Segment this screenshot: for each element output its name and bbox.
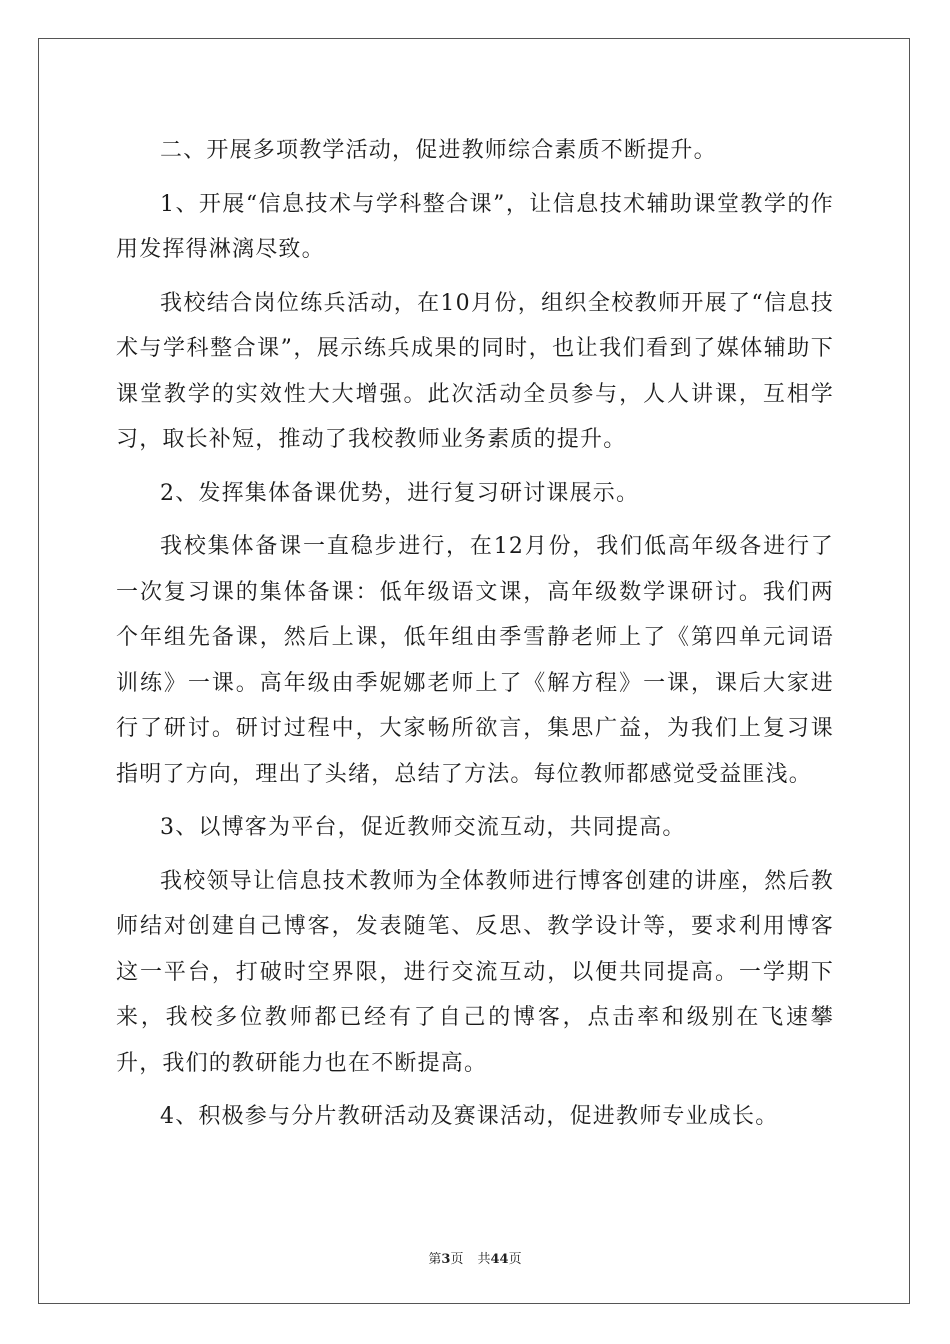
total-suffix: 页 <box>508 1252 522 1267</box>
page-number: 3 <box>441 1252 451 1267</box>
paragraph-item-3-heading: 3、以博客为平台，促近教师交流互动，共同提高。 <box>160 815 686 840</box>
total-prefix: 共 <box>477 1252 491 1267</box>
page-prefix: 第 <box>428 1252 442 1267</box>
paragraph-item-2-body: 我校集体备课一直稳步进行，在12月份，我们低高年级各进行了一次复习课的集体备课：低年级语文课，高年级数学课研讨。我们两个年组先备课，然后上课，低年组由季雪静老师上了《第四单元词语训练》一课。高年级由季妮娜老师上了《解方程》一课，课后大家进行了研讨。研讨过程中，大家畅所欲言，集思广益，为我们上复习课指明了方向，理出了头绪，总结了方法。每位教师都感觉受益匪浅。 <box>116 534 834 787</box>
paragraph-item-4-heading: 4、积极参与分片教研活动及赛课活动，促进教师专业成长。 <box>160 1104 779 1129</box>
paragraph-section-heading: 二、开展多项教学活动，促进教师综合素质不断提升。 <box>160 138 717 163</box>
paragraph-item-2-heading: 2、发挥集体备课优势，进行复习研讨课展示。 <box>160 480 640 506</box>
page-suffix: 页 <box>450 1252 464 1267</box>
paragraph-item-1-body: 我校结合岗位练兵活动，在10月份，组织全校教师开展了“信息技术与学科整合课”，展示练兵成果的同时，也让我们看到了媒体辅助下课堂教学的实效性大大增强。此次活动全员参与，人人讲课，互相学习，取长补短，推动了我校教师业务素质的提升。 <box>116 290 834 452</box>
paragraph-item-3-body: 我校领导让信息技术教师为全体教师进行博客创建的讲座，然后教师结对创建自己博客，发表随笔、反思、教学设计等，要求利用博客这一平台，打破时空界限，进行交流互动，以便共同提高。一学期下来，我校多位教师都已经有了自己的博客，点击率和级别在飞速攀升，我们的教研能力也在不断提高。 <box>116 868 834 1076</box>
page-footer <box>0 1248 950 1267</box>
paragraph-item-1-heading: 1、开展“信息技术与学科整合课”，让信息技术辅助课堂教学的作用发挥得淋漓尽致。 <box>116 191 834 262</box>
total-pages: 44 <box>490 1252 509 1267</box>
document-body <box>116 128 834 1140</box>
